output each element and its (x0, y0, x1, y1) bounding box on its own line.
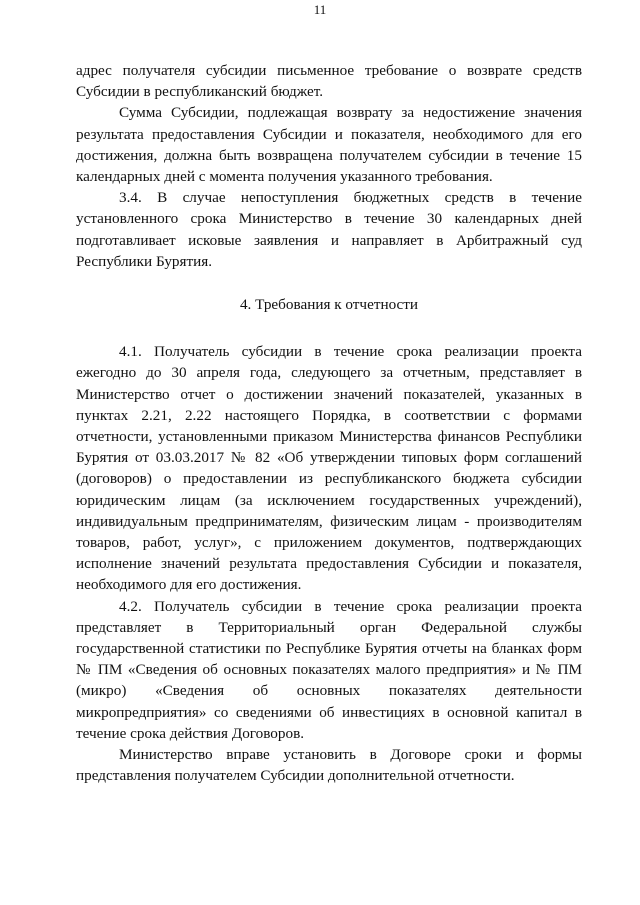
document-body (76, 60, 582, 787)
paragraph-ministry-rights: Министерство вправе установить в Договоре сроки и формы представления получателем Субсидии дополнительной отчетности. (76, 746, 582, 785)
paragraph-continuation: адрес получателя субсидии письменное требование о возврате средств Субсидии в республиканский бюджет. (76, 62, 582, 101)
paragraph-4-2: 4.2. Получатель субсидии в течение срока реализации проекта представляет в Территориальный орган Федеральной службы государственной статистики по Республике Бурятия отчеты на бланках форм № ПМ «Сведения об основных показателях малого предприятия» и № ПМ (микро) «Сведения об основных показателях деятельности микропредприятия» со сведениями об инвестициях в основной капитал в течение срока действия Договоров. (76, 597, 582, 742)
section-heading: 4. Требования к отчетности (239, 296, 419, 314)
paragraph-4-1: 4.1. Получатель субсидии в течение срока реализации проекта ежегодно до 30 апреля года, следующего за отчетным, представляет в Министерство отчет о достижении значений показателей, указанных в пунктах 2.21, 2.22 настоящего Порядка, в соответствии с формами отчетности, установленными приказом Министерства финансов Республики Бурятия от 03.03.2017 № 82 «Об утверждении типовых форм соглашений (договоров) о предоставлении из республиканского бюджета субсидии юридическим лицам (за исключением государственных учреждений), индивидуальным предпринимателям, физическим лицам - производителям товаров, работ, услуг», с приложением документов, подтверждающих исполнение значений результата предоставления Субсидии и показателя, необходимого для его достижения. (76, 343, 582, 594)
paragraph-3-4: 3.4. В случае непоступления бюджетных средств в течение установленного срока Министерство в течение 30 календарных дней подготавливает исковые заявления и направляет в Арбитражный суд Республики Бурятия. (76, 189, 582, 270)
paragraph-refund-amount: Сумма Субсидии, подлежащая возврату за недостижение значения результата предоставления Субсидии и показателя, необходимого для его достижения, должна быть возвращена получателем субсидии в течение 15 календарных дней с момента получения указанного требования. (76, 104, 582, 186)
page-number: 11 (313, 2, 327, 17)
